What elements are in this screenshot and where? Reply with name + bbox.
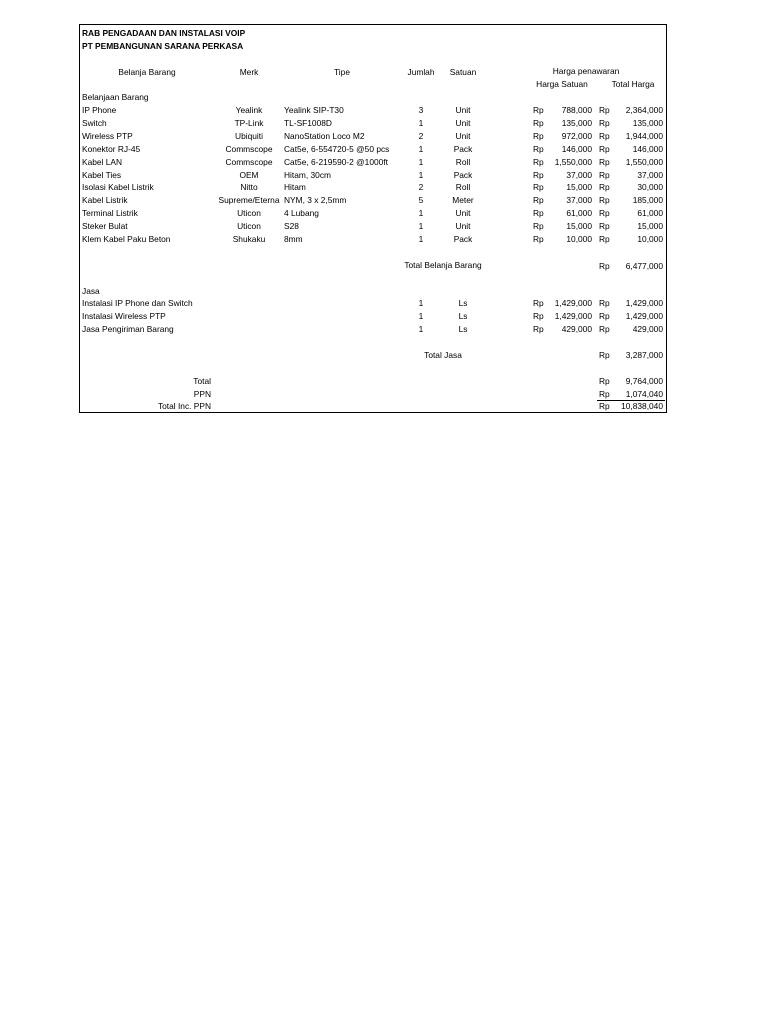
currency-label: Rp [533,182,544,193]
goods-item-unit: Unit [455,105,471,115]
goods-item-unit: Roll [455,156,471,167]
currency-label: Rp [533,221,544,232]
currency-label: Rp [599,143,610,154]
currency-label: Rp [533,298,544,308]
currency-label: Rp [599,130,610,141]
goods-item-total: 185,000 [632,195,663,206]
goods-item-name: Steker Bulat [82,221,128,232]
services-total-label: Total Jasa [424,350,462,360]
currency-label: Rp [599,195,610,206]
currency-label: Rp [599,234,610,244]
goods-item-total: 30,000 [637,182,663,193]
goods-item-unit: Pack [453,143,473,154]
goods-item-total: 146,000 [632,143,663,154]
service-item-unit: Ls [458,298,468,308]
goods-item-brand: Yealink [235,105,263,115]
col-header-brand: Merk [239,67,259,77]
currency-label: Rp [599,261,610,271]
service-item-total: 1,429,000 [625,310,663,321]
goods-item-type: S28 [284,221,299,232]
goods-item-name: Kabel Listrik [82,195,128,206]
goods-item-total: 61,000 [637,208,663,219]
currency-label: Rp [599,105,610,115]
goods-item-name: Isolasi Kabel Listrik [82,182,154,193]
goods-item-type: Hitam, 30cm [284,169,332,180]
col-header-item: Belanja Barang [118,67,176,77]
goods-item-name: Konektor RJ-45 [82,143,141,154]
service-item-unit-price: 429,000 [561,323,592,334]
currency-label: Rp [599,298,610,308]
summary-total-value: 9,764,000 [625,376,663,386]
goods-item-unit-price: 146,000 [561,143,592,154]
goods-item-type: Yealink SIP-T30 [284,105,344,115]
goods-item-name: Switch [82,117,107,128]
goods-item-brand: Commscope [225,143,273,154]
currency-label: Rp [533,195,544,206]
goods-item-brand: Uticon [237,221,261,232]
service-item-qty: 1 [418,310,424,321]
service-item-name: Instalasi IP Phone dan Switch [82,298,193,308]
service-item-name: Jasa Pengiriman Barang [82,323,174,334]
goods-item-total: 2,364,000 [625,105,663,115]
currency-label: Rp [533,143,544,154]
currency-label: Rp [533,234,544,244]
rab-sheet [79,24,667,413]
goods-item-qty: 1 [418,143,424,154]
goods-item-qty: 2 [418,130,424,141]
goods-total-value: 6,477,000 [625,261,663,271]
goods-item-brand: Nitto [240,182,258,193]
goods-item-type: NanoStation Loco M2 [284,130,365,141]
col-header-unit-price: Harga Satuan [536,79,588,89]
goods-item-qty: 1 [418,234,424,244]
currency-label: Rp [599,169,610,180]
summary-grand-label: Total Inc. PPN [157,401,211,411]
goods-item-unit-price: 37,000 [566,169,592,180]
currency-label: Rp [599,401,610,411]
goods-item-name: Kabel Ties [82,169,122,180]
goods-item-unit-price: 10,000 [566,234,592,244]
goods-item-type: 4 Lubang [284,208,319,219]
goods-item-qty: 5 [418,195,424,206]
goods-item-type: NYM, 3 x 2,5mm [284,195,347,206]
goods-item-type: 8mm [284,234,303,244]
summary-ppn-label: PPN [193,389,211,399]
goods-item-unit: Unit [455,221,471,232]
goods-item-qty: 1 [418,117,424,128]
currency-label: Rp [533,310,544,321]
currency-label: Rp [599,208,610,219]
col-header-price-group: Harga penawaran [552,66,620,76]
goods-item-unit: Unit [455,130,471,141]
summary-grand-value: 10,838,040 [621,401,663,411]
services-section-label: Jasa [82,286,100,296]
goods-item-unit-price: 15,000 [566,221,592,232]
service-item-total: 1,429,000 [625,298,663,308]
service-item-unit-price: 1,429,000 [554,298,592,308]
goods-item-name: Wireless PTP [82,130,133,141]
col-header-qty: Jumlah [407,67,435,77]
currency-label: Rp [599,389,610,399]
goods-item-type: TL-SF1008D [284,117,332,128]
goods-item-name: Terminal Listrik [82,208,138,219]
goods-item-unit-price: 1,550,000 [554,156,592,167]
goods-item-unit-price: 972,000 [561,130,592,141]
goods-item-unit: Pack [453,169,473,180]
goods-item-brand: TP-Link [234,117,264,128]
goods-item-total: 135,000 [632,117,663,128]
service-item-unit-price: 1,429,000 [554,310,592,321]
goods-item-brand: OEM [239,169,259,180]
document-title: RAB PENGADAAN DAN INSTALASI VOIP [82,28,246,38]
goods-item-total: 37,000 [637,169,663,180]
goods-item-qty: 1 [418,156,424,167]
goods-item-unit: Roll [455,182,471,193]
goods-item-unit: Pack [453,234,473,244]
goods-item-unit-price: 37,000 [566,195,592,206]
goods-item-unit-price: 15,000 [566,182,592,193]
goods-item-unit: Unit [455,117,471,128]
goods-item-total: 15,000 [637,221,663,232]
goods-item-total: 1,550,000 [625,156,663,167]
goods-item-qty: 1 [418,208,424,219]
currency-label: Rp [599,156,610,167]
currency-label: Rp [533,117,544,128]
currency-label: Rp [533,156,544,167]
service-item-unit: Ls [458,310,468,321]
goods-item-type: Hitam [284,182,306,193]
service-item-unit: Ls [458,323,468,334]
goods-item-brand: Shukaku [232,234,266,244]
service-item-qty: 1 [418,298,424,308]
goods-item-total: 1,944,000 [625,130,663,141]
goods-item-brand: Commscope [225,156,273,167]
goods-item-total: 10,000 [637,234,663,244]
currency-label: Rp [533,130,544,141]
goods-item-qty: 1 [418,221,424,232]
goods-total-label: Total Belanja Barang [404,260,482,270]
goods-item-name: Kabel LAN [82,156,123,167]
service-item-total: 429,000 [632,323,663,334]
service-item-name: Instalasi Wireless PTP [82,310,166,321]
goods-item-name: Klem Kabel Paku Beton [82,234,171,244]
service-item-qty: 1 [418,323,424,334]
col-header-unit: Satuan [449,67,477,77]
goods-item-qty: 1 [418,169,424,180]
goods-item-qty: 3 [418,105,424,115]
currency-label: Rp [533,323,544,334]
goods-item-unit: Unit [455,208,471,219]
currency-label: Rp [599,310,610,321]
services-total-value: 3,287,000 [625,350,663,360]
currency-label: Rp [599,182,610,193]
goods-item-brand: Uticon [237,208,261,219]
currency-label: Rp [599,376,610,386]
goods-item-type: Cat5e, 6-554720-5 @50 pcs [284,143,390,154]
currency-label: Rp [533,105,544,115]
currency-label: Rp [599,117,610,128]
col-header-type: Tipe [334,67,350,77]
goods-item-unit-price: 135,000 [561,117,592,128]
goods-item-brand: Ubiquiti [235,130,263,141]
goods-item-unit-price: 61,000 [566,208,592,219]
goods-item-unit: Meter [452,195,474,206]
goods-item-brand: Supreme/Eterna [218,195,280,206]
goods-item-unit-price: 788,000 [561,105,592,115]
currency-label: Rp [533,169,544,180]
goods-item-qty: 2 [418,182,424,193]
currency-label: Rp [599,323,610,334]
col-header-total-price: Total Harga [611,79,655,89]
goods-item-name: IP Phone [82,105,117,115]
goods-item-type: Cat5e, 6-219590-2 @1000ft [284,156,388,167]
goods-section-label: Belanjaan Barang [82,92,149,102]
currency-label: Rp [533,208,544,219]
summary-ppn-value: 1,074,040 [625,389,663,399]
currency-label: Rp [599,221,610,232]
company-name: PT PEMBANGUNAN SARANA PERKASA [82,41,244,51]
currency-label: Rp [599,350,610,360]
summary-total-label: Total [193,376,211,386]
